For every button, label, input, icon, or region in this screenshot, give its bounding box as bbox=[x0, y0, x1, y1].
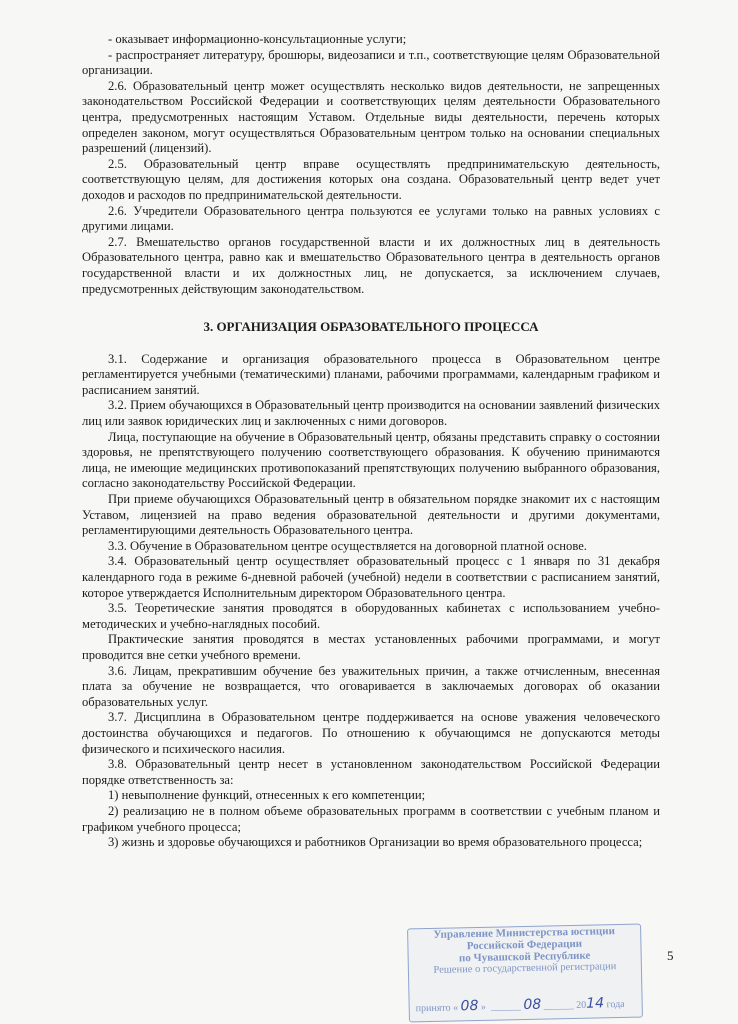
stamp-line: по Чувашской Республике bbox=[458, 949, 591, 965]
list-item: 1) невыполнение функций, отнесенных к его компетенции; bbox=[108, 788, 426, 803]
paragraph: Лица, поступающие на обучение в Образовательный центр, обязаны представить справку о состоянии здоровья, не препятствующего получению соответствующего образования. К обучению принимаются лица, не имеющие медицинских противопоказаний препятствующих получению выбранного образования, согласно законодательству Российской Федерации. bbox=[82, 429, 660, 491]
list-line: - распространяет литературу, брошюры, видеозаписи и т.п., соответствующие целям Образовательной организации. bbox=[82, 47, 660, 78]
document-body bbox=[82, 32, 660, 851]
paragraph: 3.2. Прием обучающихся в Образовательный центр производится на основании заявлений физических лиц или заявок юридических лиц и заключенных с ними договоров. bbox=[82, 398, 660, 429]
stamp-date-prefix: принято « bbox=[415, 1002, 459, 1015]
paragraph: 3.4. Образовательный центр осуществляет образовательный процесс с 1 января по 31 декабря календарного года в режиме 6-дневной рабочей (учебной) недели в соответствии с расписанием занятий, которое утверждается Исполнительным директором Образовательного центра. bbox=[82, 554, 660, 600]
page-number: 5 bbox=[667, 948, 674, 963]
stamp-year: 14 bbox=[586, 995, 605, 1012]
stamp-year-prefix: 20 bbox=[576, 999, 587, 1011]
list-line: - оказывает информационно-консультационные услуги; bbox=[108, 32, 407, 46]
paragraph: 3.5. Теоретические занятия проводятся в оборудованных кабинетах с использованием учебно-методических и учебно-наглядных пособий. bbox=[82, 601, 660, 631]
stamp-year-suffix: года bbox=[606, 998, 625, 1011]
paragraph: 2.6. Учредители Образовательного центра пользуются ее услугами только на равных условиях с другими лицами. bbox=[82, 203, 660, 234]
section-heading: 3. ОРГАНИЗАЦИЯ ОБРАЗОВАТЕЛЬНОГО ПРОЦЕССА bbox=[203, 319, 539, 335]
paragraph: 2.5. Образовательный центр вправе осуществлять предпринимательскую деятельность, соответствующую целям, для достижения которых она создана. Образовательный центр ведет учет доходов и расходов по предпринимательской деятельности. bbox=[82, 156, 660, 202]
stamp-day: 08 bbox=[460, 997, 479, 1015]
list-item: 2) реализацию не в полном объеме образовательных программ в соответствии с учебным планом и графиком учебного процесса; bbox=[82, 803, 660, 834]
stamp-date: принято « 08 » ______ 08 ______ 2014 года bbox=[415, 995, 625, 1015]
stamp-line: Управление Министерства юстиции bbox=[433, 925, 616, 941]
paragraph: 3.8. Образовательный центр несет в установленном законодательством Российской Федерации порядке ответственность за: bbox=[82, 757, 660, 787]
stamp-month: 08 bbox=[523, 996, 542, 1014]
paragraph: 3.3. Обучение в Образовательном центре осуществляется на договорной платной основе. bbox=[108, 538, 587, 553]
paragraph: Практические занятия проводятся в местах установленных рабочими программами, и могут проводится вне сетки учебного времени. bbox=[82, 632, 660, 662]
paragraph: При приеме обучающихся Образовательный центр в обязательном порядке знакомит их с настоящим Уставом, лицензией на право ведения образовательной деятельности и другими документами, регламентирующими деятельность Образовательного центра. bbox=[82, 492, 660, 538]
paragraph: 3.7. Дисциплина в Образовательном центре поддерживается на основе уважения человеческого достоинства обучающихся и педагогов. По отношению к обучающимся не допускаются методы физического и психического насилия. bbox=[82, 710, 660, 756]
stamp-line: Российской Федерации bbox=[466, 937, 583, 953]
registration-stamp bbox=[407, 924, 643, 1023]
paragraph: 2.6. Образовательный центр может осуществлять несколько видов деятельности, не запрещенных законодательством Российской Федерации и соответствующих целям деятельности Образовательного центра, предусмотренных настоящим Уставом. Отдельные виды деятельности, перечень которых определен законом, могут осуществляться Образовательным центром только на основании специальных разрешений (лицензий). bbox=[82, 78, 660, 156]
stamp-line: Решение о государственной регистрации bbox=[433, 961, 617, 976]
paragraph: 3.1. Содержание и организация образовательного процесса в Образовательном центре регламентируется учебными (тематическими) планами, рабочими программами, календарным графиком и расписанием занятий. bbox=[82, 351, 660, 397]
list-item: 3) жизнь и здоровье обучающихся и работников Организации во время образовательного процесса; bbox=[108, 835, 643, 850]
paragraph: 2.7. Вмешательство органов государственной власти и их должностных лиц в деятельность Образовательного центра, равно как и вмешательство Образовательного центра в деятельность органов государственной власти и их должностных лиц, не допускается, за исключением случаев, предусмотренных действующим законодательством. bbox=[82, 234, 660, 296]
paragraph: 3.6. Лицам, прекратившим обучение без уважительных причин, а также отчисленным, внесенная плата за обучение не возвращается, что оговаривается в заключаемых договорах об оказании образовательных услуг. bbox=[82, 663, 660, 709]
